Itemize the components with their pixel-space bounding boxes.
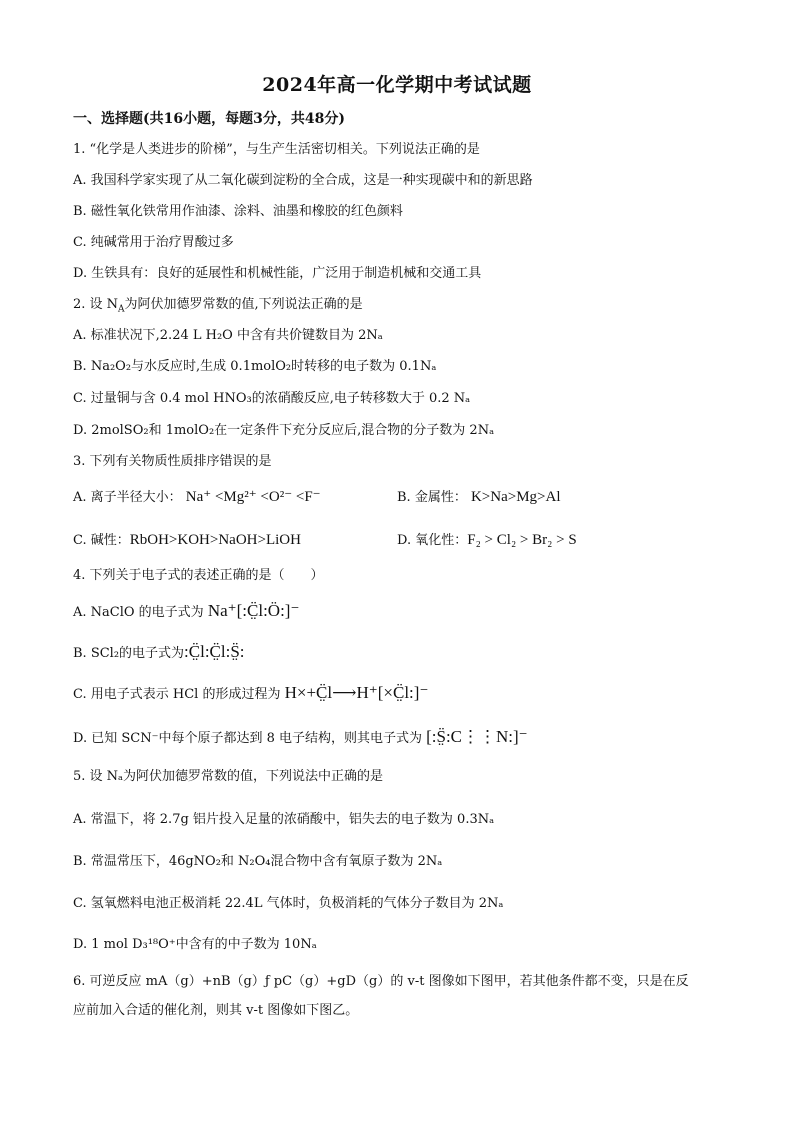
q3-option-a: A. 离子半径大小： Na⁺ <Mg²⁺ <O²⁻ <F⁻ — [73, 489, 321, 505]
q1-option-c: C. 纯碱常用于治疗胃酸过多 — [73, 235, 234, 250]
q1-stem: 1. “化学是人类进步的阶梯”，与生产生活密切相关。下列说法正确的是 — [73, 142, 480, 157]
q5-option-c: C. 氢氧燃料电池正极消耗 22.4L 气体时，负极消耗的气体分子数目为 2Nₐ — [73, 896, 504, 911]
q3-option-d: D. 氧化性：F₂ > Cl₂ > Br₂ > S — [397, 532, 577, 548]
q4-a-electron-formula: Na⁺[:C̤̈l:Ö:]⁻ — [207, 601, 300, 620]
page-title: 2024年高一化学期中考试试题 — [262, 74, 532, 96]
q4-option-c: C. 用电子式表示 HCl 的形成过程为 H×+C̤̈l⟶H⁺[×C̤̈l:]⁻ — [73, 683, 429, 702]
q2-option-a: A. 标准状况下,2.24 L H₂O 中含有共价键数目为 2Nₐ — [73, 328, 383, 343]
q6-line-2: 应前加入合适的催化剂，则其 v-t 图像如下图乙。 — [73, 1003, 359, 1018]
q4-c-electron-formula: H×+C̤̈l⟶H⁺[×C̤̈l:]⁻ — [284, 683, 429, 702]
q1-option-b: B. 磁性氧化铁常用作油漆、涂料、油墨和橡胶的红色颜料 — [73, 204, 403, 219]
q5-option-b: B. 常温常压下，46gNO₂和 N₂O₄混合物中含有氧原子数为 2Nₐ — [73, 854, 443, 869]
q2-option-d: D. 2molSO₂和 1molO₂在一定条件下充分反应后,混合物的分子数为 2Nₐ — [73, 423, 495, 438]
q5-option-d: D. 1 mol D₃¹⁸O⁺中含有的中子数为 10Nₐ — [73, 937, 317, 952]
q6-line-1: 6. 可逆反应 mA（g）+nB（g）ƒ pC（g）+gD（g）的 v-t 图像如下图甲，若其他条件都不变，只是在反 — [73, 974, 689, 989]
q1-option-d: D. 生铁具有：良好的延展性和机械性能，广泛用于制造机械和交通工具 — [73, 266, 482, 281]
q4-option-b: B. SCl₂的电子式为:C̤̈l:C̤̈l:S̤̈: — [73, 642, 245, 661]
q2-option-b: B. Na₂O₂与水反应时,生成 0.1molO₂时转移的电子数为 0.1Nₐ — [73, 359, 437, 374]
q3-option-c: C. 碱性：RbOH>KOH>NaOH>LiOH — [73, 532, 301, 548]
q4-b-electron-formula: :C̤̈l:C̤̈l:S̤̈: — [184, 642, 245, 661]
q5-option-a: A. 常温下，将 2.7g 铝片投入足量的浓硝酸中，铝失去的电子数为 0.3Nₐ — [73, 812, 495, 827]
q4-option-d: D. 已知 SCN⁻中每个原子都达到 8 电子结构，则其电子式为 [:S̤̈:C⋮⋮N:]⁻ — [73, 727, 528, 746]
q4-d-electron-formula: [:S̤̈:C⋮⋮N:]⁻ — [426, 727, 528, 746]
q1-option-a: A. 我国科学家实现了从二氧化碳到淀粉的全合成，这是一种实现碳中和的新思路 — [73, 173, 533, 188]
q2-stem: 2. 设 $N_A$为阿伏加德罗常数的值,下列说法正确的是 — [73, 297, 363, 315]
section-heading: 一、选择题(共16小题，每题3分，共48分) — [73, 111, 345, 127]
q3-stem: 3. 下列有关物质性质排序错误的是 — [73, 454, 272, 469]
q4-option-a: A. NaClO 的电子式为 Na⁺[:C̤̈l:Ö:]⁻ — [73, 601, 300, 620]
q2-option-c: C. 过量铜与含 0.4 mol HNO₃的浓硝酸反应,电子转移数大于 0.2 Nₐ — [73, 391, 471, 406]
q5-stem: 5. 设 Nₐ为阿伏加德罗常数的值，下列说法中正确的是 — [73, 769, 384, 784]
q4-stem: 4. 下列关于电子式的表述正确的是（ ） — [73, 568, 324, 583]
q3-option-b: B. 金属性： K>Na>Mg>Al — [397, 489, 561, 505]
